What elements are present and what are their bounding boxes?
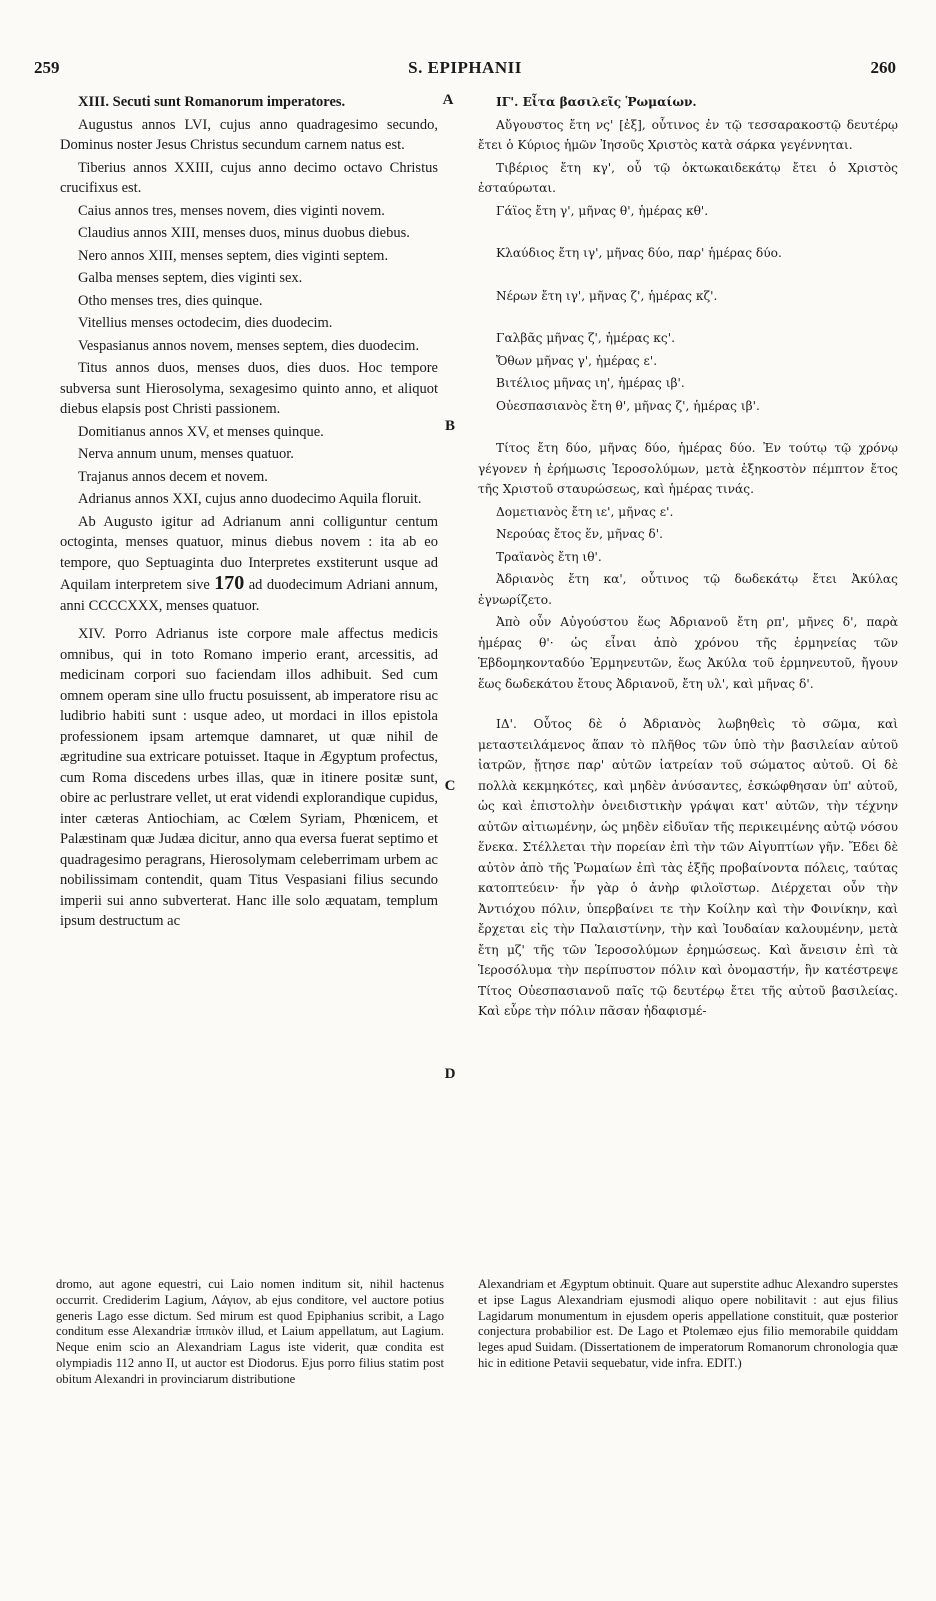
greek-entry-titus: Τίτος ἔτη δύο, μῆνας δύο, ἡμέρας δύο. Ἐν τούτῳ τῷ χρόνῳ γέγονεν ἡ ἐρήμωσις Ἱεροσολύμων, μετὰ ἑξηκοστὸν πέμπτον ἔτος τῆς Χριστοῦ σταυρώσεως, καὶ ἡμέρας τινάς. [478,441,898,496]
latin-summary-part-b: ad duodecimum Adriani annum, anni CCCCXXX, menses quatuor. [60,577,438,614]
footnote-right: Alexandriam et Ægyptum obtinuit. Quare aut superstite adhuc Alexandro superstes et ipse Lagus Alexandriam ejusmodi aliquo opere nobilitavit : aut ejus filius Lagidarum monumentum in ejusdem operis appellatione constituit, quæ posterior conjectura probabilior est. De Lago et Ptolemæo ejus filio memorabile quiddam leges apud Suidam. (Dissertationem de imperatorum Romanorum chronologia quæ hic in editione Petavii sequebatur, vide infra. EDIT.) [478,1277,898,1370]
greek-entry-vitellius: Βιτέλιος μῆνας ιη', ἡμέρας ιβ'. [496,376,685,390]
running-header [34,58,896,82]
latin-column [60,92,438,934]
greek-entry-domitianus: Δομετιανὸς ἔτη ιε', μῆνας ε'. [496,504,674,519]
greek-entry-augustus: Αὔγουστος ἔτη νς' [ἐξ], οὗτινος ἐν τῷ τεσσαρακοστῷ δευτέρῳ ἔτει ὁ Κύριος ἡμῶν Ἰησοῦς Χριστὸς κατὰ σάρκα γεγέννηται. [478,117,898,152]
margin-letter-a: A [442,92,454,108]
greek-entry-tiberius: Τιβέριος ἔτη κγ', οὗ τῷ ὀκτωκαιδεκάτῳ ἔτει ὁ Χριστὸς ἐσταύρωται. [478,160,898,195]
latin-entry-nerva: Nerva annum unum, menses quatuor. [78,446,294,462]
greek-entry-adrianus: Ἀδριανὸς ἔτη κα', οὗτινος τῷ δωδεκάτῳ ἔτει Ἀκύλας ἐγνωρίζετο. [478,572,898,607]
latin-entry-titus: Titus annos duos, menses duos, dies duos. Hoc tempore subversa sunt Hierosolyma, sexagesimo quinto anno, et aliquot diebus elapsis post Christi passionem. [60,360,438,417]
latin-summary-part-a: Ab Augusto igitur ad Adrianum anni colliguntur centum octoginta, menses quatuor, minus diebus novem : ita ab eo tempore, quo Septuaginta duo Interpretes exstiterunt usque ad Aquilam interpretem sive [60,513,438,593]
latin-entry-nero: Nero annos XIII, menses septem, dies viginti septem. [78,247,389,264]
page-number-right: 260 [870,58,896,77]
latin-entry-domitianus: Domitianus annos XV, et menses quinque. [78,423,324,440]
page-number-left: 259 [34,58,60,77]
latin-entry-vespasianus: Vespasianus annos novem, menses septem, dies duodecim. [78,337,420,354]
greek-section-heading: ΙΓ'. Εἶτα βασιλεῖς Ῥωμαίων. [496,95,697,109]
margin-letter-b: B [444,418,455,434]
greek-section-xiv: ΙΔ'. Οὗτος δὲ ὁ Ἀδριανὸς λωβηθεὶς τὸ σῶμα, καὶ μεταστειλάμενος ἅπαν τὸ πλῆθος τῶν ὑπὸ τὴν βασιλείαν αὐτοῦ ἰατρῶν, ᾔτησε παρ' αὐτῶν ἰατρείαν τοῦ σώματος αὐτοῦ. Οἱ δὲ πολλὰ κεκμηκότες, καὶ μηδὲν ἀνύσαντες, ἐσκώφθησαν ὑπ' αὐτοῦ, ὡς καὶ ἐπιστολὴν ὀνειδιστικὴν γράψαι κατ' αὐτῶν, τὴν τέχνην αὐτῶν αἰτιωμένην, ὡς μηδὲν εἰδυῖαν τῆς περικειμένης αὐτῷ νόσου ἕνεκα. Στέλλεται τὴν πορείαν ἐπὶ τὴν τῶν Αἰγυπτίων γῆν. Ἔδει δὲ αὐτὸν ἀπὸ τῆς Ῥωμαίων ἐπὶ τὰς ἑξῆς προβαίνοντα πόλεις, ταύτας κατοπτεύειν· ἦν γὰρ ὁ ἀνὴρ φιλοϊστωρ. Διέρχεται οὖν τὴν Ἀντιόχου πόλιν, ὑπερβαίνει τε τὴν Κοίλην καὶ τὴν Φοινίκην, καὶ ἔρχεται εἰς τὴν Παλαιστίνην, τὴν καὶ Ἰουδαίαν καλουμένην, μετὰ ἔτη μζ' τῆς τῶν Ἱεροσολύμων ἐρημώσεως. Καὶ ἄνεισιν ἐπὶ τὰ Ἱεροσόλυμα τὴν περίπυστον πόλιν καὶ ὀνομαστήν, ἣν κατέστρεψε Τίτος Οὐεσπασιανοῦ παῖς τῷ δευτέρῳ ἔτει τῆς αὐτοῦ βασιλείας. Καὶ εὗρε τὴν πόλιν πᾶσαν ἠδαφισμέ- [478,717,898,1018]
latin-summary [60,512,438,617]
latin-section-xiv: XIV. Porro Adrianus iste corpore male affectus medicis omnibus, qui in toto Romano imperio erant, arcessitis, ad medicinam corpori suo faciendam illos adhibuit. Sed cum omnem operam sine ullo fructu posuissent, ab imperatore risu ac ludibrio habiti sunt : usque adeo, ut mordaci in illos epistola professionem ipsam artemque damnaret, ut quæ nihil de ægritudine sua extricare potuisset. Itaque in Ægyptum profectus, cum Roma discedens urbes illas, quæ in itinere positæ sunt, obire ac perlustrare vellet, ut erat videndi explorandique cupidus, inter cæteras Antiochiam, ac Cœlem Syriam, Phœnicem, et Palæstinam quæ Judæa dicitur, anno qua eversa fuerat septimo et quadragesimo peragrans, Hierosolymam celeberrimam urbem ac nobilissimam contendit, quam Titus Vespasiani filius secundo imperii sui anno subverterat. Hanc ille solo æquatam, templum ipsum destructum ac [60,626,438,929]
latin-entry-adrianus: Adrianus annos XXI, cujus anno duodecimo Aquila floruit. [78,491,422,507]
latin-entry-otho: Otho menses tres, dies quinque. [78,292,263,309]
greek-summary: Ἀπὸ οὖν Αὐγούστου ἕως Ἀδριανοῦ ἔτη ρπ', μῆνες δ', παρὰ ἡμέρας θ'· ὡς εἶναι ἀπὸ χρόνου τῆς ἑρμηνείας τῶν Ἑβδομηκονταδύο Ἑρμηνευτῶν, ἕως Ἀκύλα τοῦ ἑρμηνευτοῦ, ἤγουν ἕως δωδεκάτου ἔτους Ἀδριανοῦ, ἔτη υλ', καὶ μῆνας δ'. [478,615,898,691]
latin-entry-trajanus: Trajanus annos decem et novem. [78,468,268,485]
greek-entry-vespasianus: Οὐεσπασιανὸς ἔτη θ', μῆνας ζ', ἡμέρας ιβ'. [496,398,760,413]
greek-entry-caius: Γάϊος ἔτη γ', μῆνας θ', ἡμέρας κθ'. [496,203,709,218]
latin-entry-tiberius: Tiberius annos XXIII, cujus anno decimo octavo Christus crucifixus est. [60,159,438,196]
greek-column [478,92,898,1024]
running-title: S. EPIPHANII [408,58,522,77]
greek-entry-nero: Νέρων ἔτη ιγ', μῆνας ζ', ἡμέρας κζ'. [496,288,718,303]
greek-entry-otho: Ὄθων μῆνας γ', ἡμέρας ε'. [496,353,658,368]
latin-section-heading: XIII. Secuti sunt Romanorum imperatores. [78,94,346,110]
greek-entry-trajanus: Τραϊανὸς ἔτη ιθ'. [496,549,602,564]
footnote-left: dromo, aut agone equestri, cui Laio nomen inditum sit, nihil hactenus occurrit. Crediderim Lagium, Λάγιον, ab ejus conditore, vel auctore potius generis Lago esse dictum. Sed mirum est quod Epiphanius scribit, a Lago conditum esse Alexandriæ ἱππικὸν illud, et Laium appellatum, aut Lagium. Neque enim scio an Alexandriam Lagus iste viderit, quæ condita est olympiadis 112 anno II, ut auctor est Diodorus. Ejus porro filius statim post obitum Alexandri in provinciarum distributione [56,1277,444,1386]
latin-entry-claudius: Claudius annos XIII, menses duos, minus duobus diebus. [78,225,410,241]
greek-entry-claudius: Κλαύδιος ἔτη ιγ', μῆνας δύο, παρ' ἡμέρας δύο. [496,246,782,260]
column-number-170: 170 [214,572,245,594]
latin-entry-augustus: Augustus annos LVI, cujus anno quadragesimo secundo, Dominus noster Jesus Christus secundum carnem natus est. [60,116,438,153]
latin-entry-vitellius: Vitellius menses octodecim, dies duodecim. [78,315,333,331]
margin-letter-d: D [444,1066,456,1082]
greek-entry-galba: Γαλβᾶς μῆνας ζ', ἡμέρας κς'. [496,331,675,345]
greek-entry-nerva: Νερούας ἔτος ἕν, μῆνας δ'. [496,527,663,541]
latin-entry-galba: Galba menses septem, dies viginti sex. [78,270,303,286]
margin-letter-c: C [444,778,456,794]
latin-entry-caius: Caius annos tres, menses novem, dies viginti novem. [78,202,385,219]
